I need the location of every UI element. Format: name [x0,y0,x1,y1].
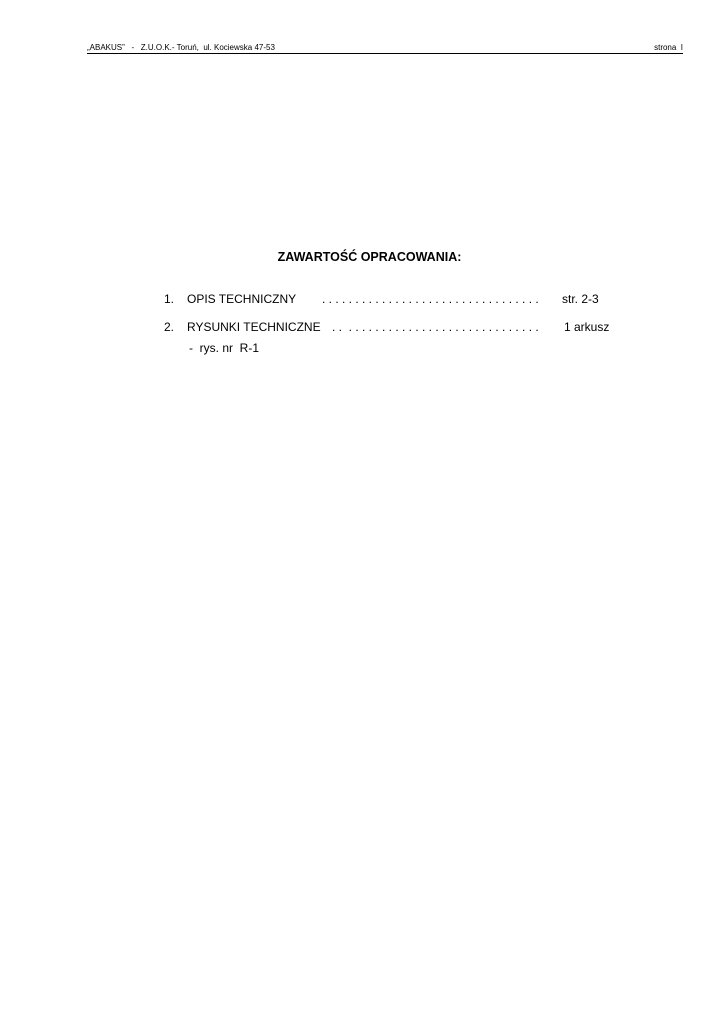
toc-item-number: 2. [164,320,175,334]
toc-item-page: 1 arkusz [564,320,610,334]
page-title: ZAWARTOŚĆ OPRACOWANIA: [277,250,462,264]
toc-item-label: OPIS TECHNICZNY [187,292,297,306]
page-header [87,43,683,54]
toc-item-number: 1. [164,292,175,306]
toc-sub-item-drawing: - rys. nr R-1 [189,341,260,355]
toc-item-leader-dots: . . . . . . . . . . . . . . . . . . . . . . . . . . . . . . . . . [322,292,539,306]
toc-item-label: RYSUNKI TECHNICZNE [187,320,321,334]
toc-item-leader-dots: . . . . . . . . . . . . . . . . . . . . . . . . . . . . . . . [332,320,539,334]
header-company-address: „ABAKUS” - Z.U.O.K.- Toruń, ul. Kociewska 47-53 [87,43,275,52]
header-page-number: strona I [654,43,683,52]
toc-item-page: str. 2-3 [562,292,599,306]
